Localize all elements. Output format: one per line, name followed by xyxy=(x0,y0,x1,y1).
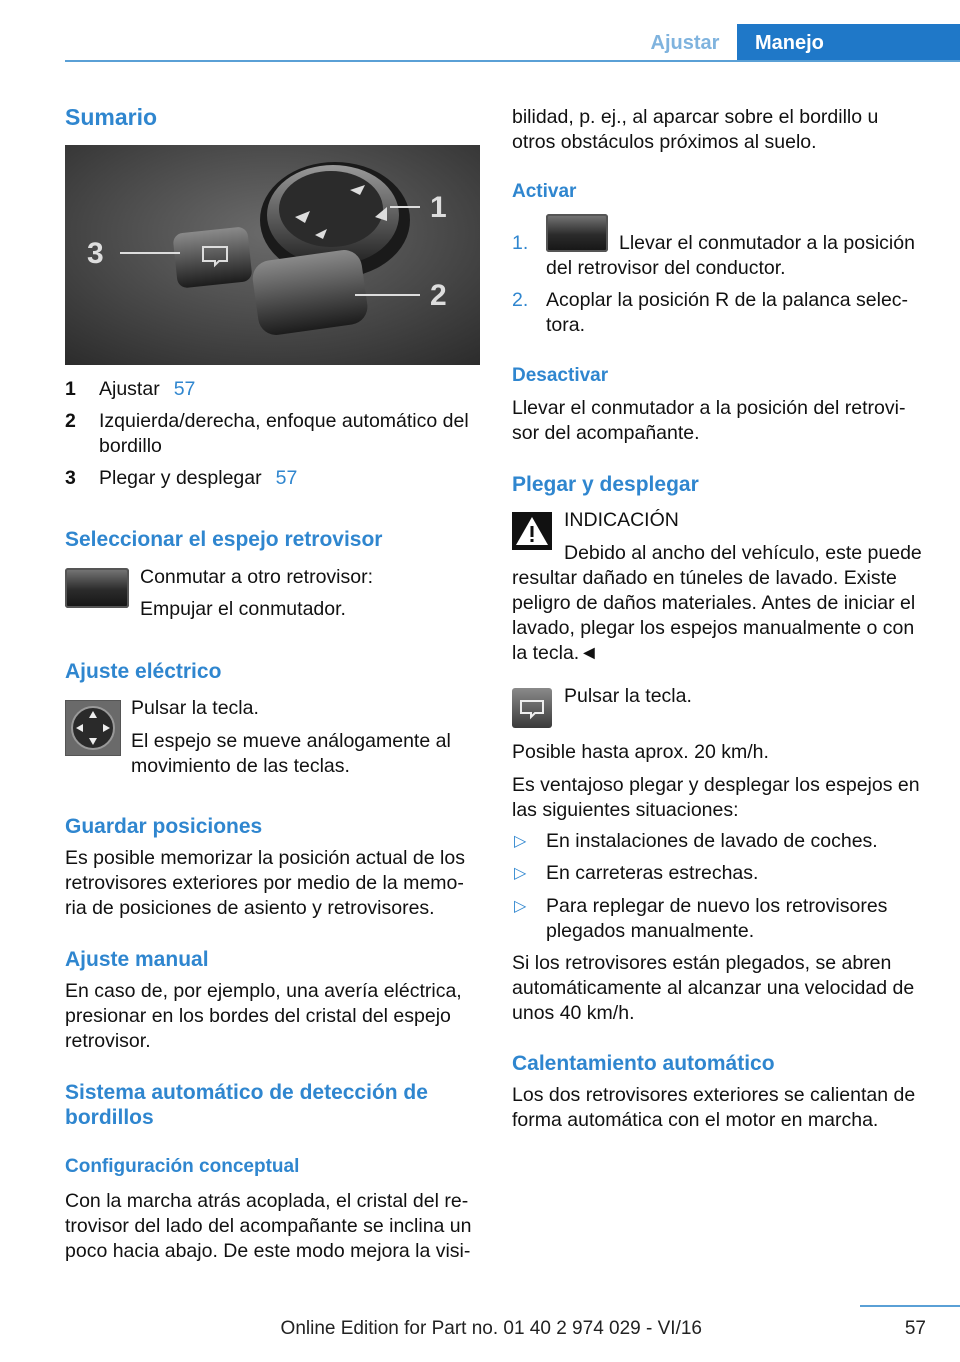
concept-text-3: poco hacia abajo. De este modo mejora la visi‐ xyxy=(65,1240,471,1262)
si-text-2: automáticamente al alcanzar una velocidad de xyxy=(512,977,915,999)
bullet-item-2: En carreteras estrechas. xyxy=(546,862,759,884)
legend-text-3: Plegar y desplegar xyxy=(99,467,262,489)
page-link-57b[interactable]: 57 xyxy=(275,467,298,489)
dpad-icon xyxy=(65,700,121,756)
mirror-control-photo xyxy=(65,145,480,365)
activar-step-1-num: 1. xyxy=(512,232,529,254)
indicacion-text-3: peligro de daños materiales. Antes de iniciar el xyxy=(512,592,916,614)
bullet-triangle-icon: ▷ xyxy=(514,833,527,850)
fold-mirror-icon xyxy=(512,688,552,728)
legend-text-2: Izquierda/derecha, enfoque automático del xyxy=(99,410,469,432)
switch-button-icon xyxy=(65,568,129,608)
desact-text-1: Llevar el conmutador a la posición del retrovi‐ xyxy=(512,397,906,419)
legend-num-3: 3 xyxy=(65,467,76,489)
cont-text-2: otros obstáculos próximos al suelo. xyxy=(512,131,817,153)
section-title-guardar: Guardar posiciones xyxy=(65,815,263,838)
section-title-auto-l1: Sistema automático de detección de xyxy=(65,1081,428,1104)
legend-num-1: 1 xyxy=(65,378,76,400)
bullet-item-1: En instalaciones de lavado de coches. xyxy=(546,830,878,852)
activar-step-2-num: 2. xyxy=(512,289,529,311)
mirror-control-illustration xyxy=(65,145,480,365)
activar-step-1-text-2: del retrovisor del conductor. xyxy=(546,257,786,279)
page-number: 57 xyxy=(904,1318,926,1339)
si-text-3: unos 40 km/h. xyxy=(512,1002,635,1024)
footer-edition: Online Edition for Part no. 01 40 2 974 029 - VI/16 xyxy=(280,1318,702,1339)
legend-num-2: 2 xyxy=(65,410,76,432)
indicacion-title: INDICACIÓN xyxy=(564,509,679,531)
section-title-calentamiento: Calentamiento automático xyxy=(512,1052,775,1075)
ventajoso-text-2: las siguientes situaciones: xyxy=(512,799,739,821)
elec-text-1: Pulsar la tecla. xyxy=(131,697,259,719)
elec-text-3: movimiento de las teclas. xyxy=(131,755,350,777)
indicacion-text-2: resultar dañado en túneles de lavado. Existe xyxy=(512,567,897,589)
indicacion-text-4: lavado, plegar los espejos manualmente o con xyxy=(512,617,915,639)
tab-manejo[interactable]: Manejo xyxy=(737,24,960,62)
activar-step-2-text-2: tora. xyxy=(546,314,586,336)
section-title-ajuste-electrico: Ajuste eléctrico xyxy=(65,660,222,683)
concept-text-1: Con la marcha atrás acoplada, el cristal del re‐ xyxy=(65,1190,469,1212)
warning-icon xyxy=(512,512,552,550)
legend-text-1: Ajustar xyxy=(99,378,160,400)
guard-text-2: retrovisores exteriores por medio de la memo‐ xyxy=(65,872,464,894)
tab-ajustar[interactable]: Ajustar xyxy=(650,32,720,54)
concept-text-2: trovisor del lado del acompañante se inclina un xyxy=(65,1215,472,1237)
sel-text-2: Empujar el conmutador. xyxy=(140,598,346,620)
bullet-triangle-icon: ▷ xyxy=(514,898,527,915)
subsection-title-desactivar: Desactivar xyxy=(512,365,609,386)
page-link-57[interactable]: 57 xyxy=(173,378,196,400)
subsection-title-concept: Configuración conceptual xyxy=(65,1156,300,1177)
calent-text-1: Los dos retrovisores exteriores se calientan de xyxy=(512,1084,916,1106)
manual-text-3: retrovisor. xyxy=(65,1030,151,1052)
section-title-seleccionar: Seleccionar el espejo retrovisor xyxy=(65,528,383,551)
activar-step-1-text: Llevar el conmutador a la posición xyxy=(619,232,915,254)
ventajoso-text-1: Es ventajoso plegar y desplegar los espejos en xyxy=(512,774,920,796)
pulsar-text: Pulsar la tecla. xyxy=(564,685,692,707)
si-text-1: Si los retrovisores están plegados, se abren xyxy=(512,952,892,974)
legend-text-2b: bordillo xyxy=(99,435,162,457)
bullet-triangle-icon: ▷ xyxy=(514,865,527,882)
legend-item-3 xyxy=(99,466,297,491)
callout-1: 1 xyxy=(430,191,447,224)
indicacion-text-5: la tecla.◄ xyxy=(512,642,599,664)
guard-text-1: Es posible memorizar la posición actual de los xyxy=(65,847,465,869)
calent-text-2: forma automática con el motor en marcha. xyxy=(512,1109,879,1131)
cont-text-1: bilidad, p. ej., al aparcar sobre el bordillo u xyxy=(512,106,879,128)
desact-text-2: sor del acompañante. xyxy=(512,422,700,444)
section-title-auto-l2: bordillos xyxy=(65,1106,154,1129)
header-rule xyxy=(65,60,960,62)
subsection-title-activar: Activar xyxy=(512,181,577,202)
elec-text-2: El espejo se mueve análogamente al xyxy=(131,730,451,752)
activar-step-2-text: Acoplar la posición R de la palanca selec‐ xyxy=(546,289,909,311)
legend-item-1 xyxy=(99,377,195,402)
section-title-manual: Ajuste manual xyxy=(65,948,209,971)
callout-2: 2 xyxy=(430,279,447,312)
switch-button-icon-2 xyxy=(546,214,608,252)
sel-text-1: Conmutar a otro retrovisor: xyxy=(140,566,374,588)
manual-text-1: En caso de, por ejemplo, una avería eléctrica, xyxy=(65,980,462,1002)
posible-text: Posible hasta aprox. 20 km/h. xyxy=(512,741,769,763)
guard-text-3: ria de posiciones de asiento y retrovisores. xyxy=(65,897,435,919)
manual-text-2: presionar en los bordes del cristal del espejo xyxy=(65,1005,451,1027)
section-title-sumario: Sumario xyxy=(65,104,158,130)
indicacion-text-1: Debido al ancho del vehículo, este puede xyxy=(564,542,922,564)
callout-3: 3 xyxy=(87,237,104,270)
bullet-item-3: Para replegar de nuevo los retrovisores xyxy=(546,895,888,917)
footer-rule xyxy=(860,1305,960,1307)
section-title-plegar: Plegar y desplegar xyxy=(512,473,699,496)
bullet-item-3b: plegados manualmente. xyxy=(546,920,755,942)
